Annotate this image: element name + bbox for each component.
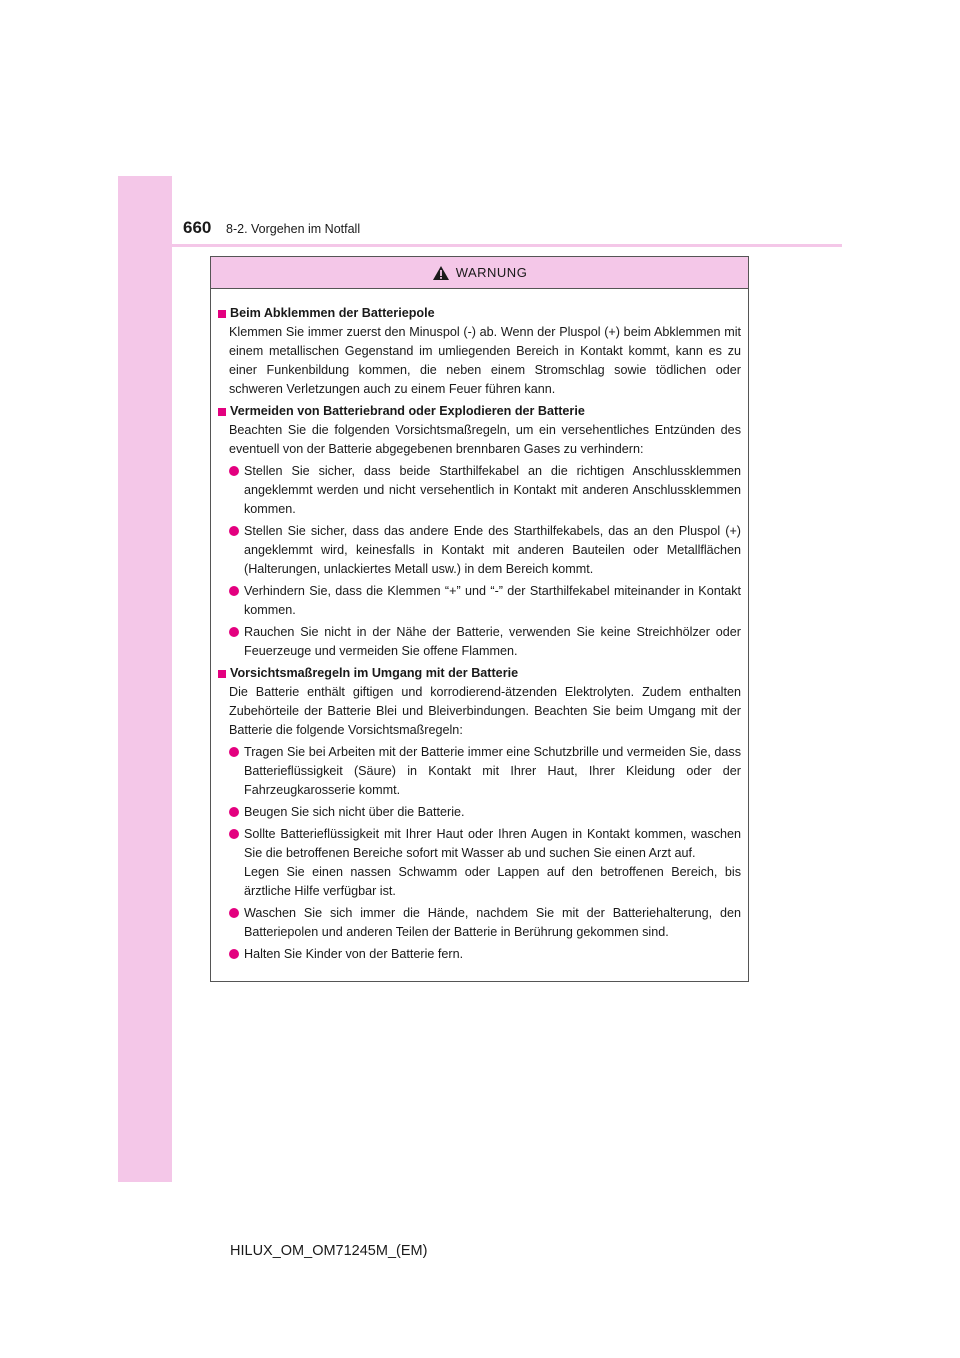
square-bullet-icon (218, 310, 226, 318)
warning-box (210, 256, 749, 982)
warning-header (211, 257, 748, 289)
document-code: HILUX_OM_OM71245M_(EM) (230, 1243, 428, 1259)
list-item: Verhindern Sie, dass die Klemmen “+” und “-” der Starthilfekabel miteinander in Kontakt kommen. (218, 582, 741, 620)
list-item: Rauchen Sie nicht in der Nähe der Batterie, verwenden Sie keine Streichhölzer oder Feuerzeuge und vermeiden Sie offene Flammen. (218, 623, 741, 661)
round-bullet-icon (229, 526, 239, 536)
round-bullet-icon (229, 586, 239, 596)
section-title: 8-2. Vorgehen im Notfall (226, 222, 361, 236)
header-rule (118, 244, 842, 247)
section-heading: Vorsichtsmaßregeln im Umgang mit der Batterie (218, 664, 741, 683)
warning-triangle-icon (432, 265, 450, 281)
warning-section (218, 304, 741, 399)
page-number: 660 (183, 218, 212, 237)
warning-label: WARNUNG (455, 265, 528, 280)
section-paragraph: Die Batterie enthält giftigen und korrodierend-ätzenden Elektrolyten. Zudem enthalten Zubehörteile der Batterie Blei und Bleiverbindungen. Beachten Sie beim Umgang mit der Batterie die folgende Vorsichtsmaßregeln: (229, 685, 741, 737)
round-bullet-icon (229, 908, 239, 918)
warning-content (211, 289, 748, 964)
round-bullet-icon (229, 807, 239, 817)
section-paragraph: Klemmen Sie immer zuerst den Minuspol (-) ab. Wenn der Pluspol (+) beim Abklemmen mit einem metallischen Gegenstand im umliegenden Bereich in Kontakt kommt, kann es zu einer Funkenbildung kommen, die neben einem Stromschlag sowie tödlichen oder schweren Verletzungen auch zu einem Feuer führen kann. (229, 325, 741, 396)
list-item: Stellen Sie sicher, dass das andere Ende des Starthilfekabels, das an den Pluspol (+) angeklemmt wird, keinesfalls in Kontakt mit anderen Bauteilen oder Metallflächen (Halterungen, unlackiertes Metall usw.) in dem Bereich kommt. (218, 522, 741, 579)
list-item: Tragen Sie bei Arbeiten mit der Batterie immer eine Schutzbrille und vermeiden Sie, dass Batterieflüssigkeit (Säure) in Kontakt mit Ihrer Haut, Ihrer Kleidung oder der Fahrzeugkarosserie kommt. (218, 743, 741, 800)
side-color-band (118, 176, 172, 1182)
list-item: Sollte Batterieflüssigkeit mit Ihrer Haut oder Ihren Augen in Kontakt kommen, waschen Sie die betroffenen Bereiche sofort mit Wasser ab und suchen Sie einen Arzt auf. Legen Sie einen nassen Schwamm oder Lappen auf den betroffenen Bereich, bis ärztliche Hilfe verfügbar ist. (218, 825, 741, 901)
list-item: Beugen Sie sich nicht über die Batterie. (218, 803, 741, 822)
round-bullet-icon (229, 627, 239, 637)
round-bullet-icon (229, 747, 239, 757)
warning-section (218, 664, 741, 964)
round-bullet-icon (229, 949, 239, 959)
square-bullet-icon (218, 670, 226, 678)
list-item: Halten Sie Kinder von der Batterie fern. (218, 945, 741, 964)
round-bullet-icon (229, 829, 239, 839)
warning-section (218, 402, 741, 661)
square-bullet-icon (218, 408, 226, 416)
section-heading: Vermeiden von Batteriebrand oder Explodieren der Batterie (218, 402, 741, 421)
list-item: Stellen Sie sicher, dass beide Starthilfekabel an die richtigen Anschlussklemmen angeklemmt werden und nicht versehentlich in Kontakt mit anderen Anschlussklemmen kommen. (218, 462, 741, 519)
round-bullet-icon (229, 466, 239, 476)
section-paragraph: Beachten Sie die folgenden Vorsichtsmaßregeln, um ein versehentliches Entzünden des eventuell von der Batterie abgegebenen brennbaren Gases zu verhindern: (229, 423, 741, 456)
list-item: Waschen Sie sich immer die Hände, nachdem Sie mit der Batteriehalterung, den Batteriepolen und anderen Teilen der Batterie in Berührung gekommen sind. (218, 904, 741, 942)
section-heading: Beim Abklemmen der Batteriepole (218, 304, 741, 323)
